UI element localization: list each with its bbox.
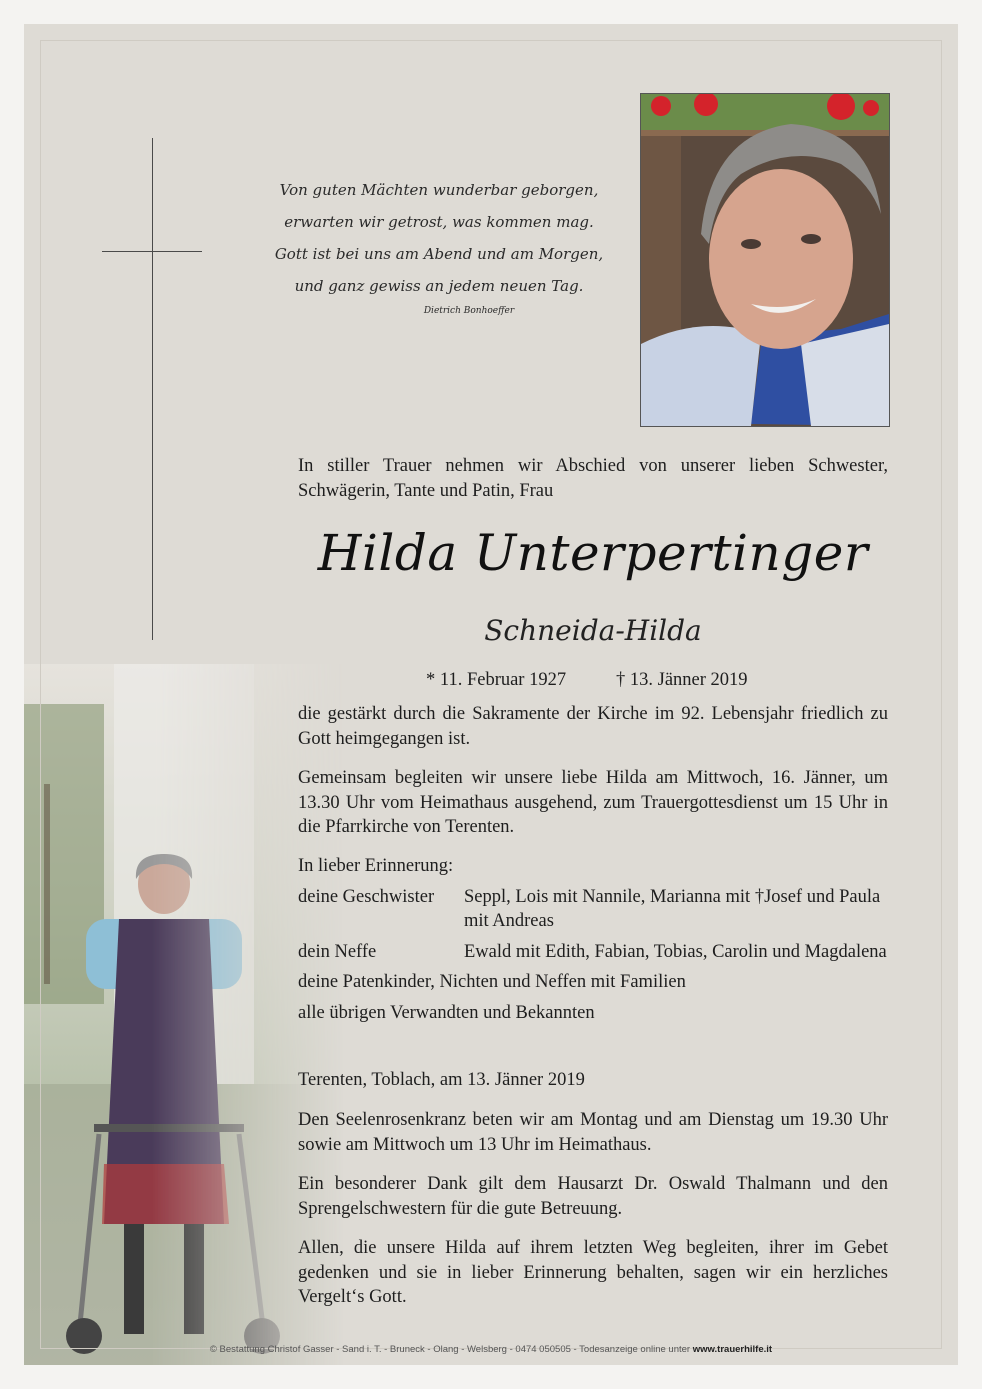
other-relatives: deine Patenkinder, Nichten und Neffen mit Familien [298, 972, 686, 992]
paragraph-5: Allen, die unsere Hilda auf ihrem letzten Weg begleiten, ihrer im Gebet gedenken und sie in lieber Erinnerung behalten, sagen wir ein herzliches Vergelt‘s Gott. [298, 1238, 888, 1307]
cross-vertical [152, 138, 153, 640]
remembrance-section [298, 854, 888, 1025]
paragraph-3: Den Seelenrosenkranz beten wir am Montag und am Dienstag um 19.30 Uhr sowie am Mittwoch um 13 Uhr im Heimathaus. [298, 1110, 888, 1155]
paragraph-1: die gestärkt durch die Sakramente der Kirche im 92. Lebensjahr friedlich zu Gott heimgegangen ist. [298, 704, 888, 749]
footer [24, 1344, 958, 1355]
relative-row [298, 885, 888, 934]
relative-names: Ewald mit Edith, Fabian, Tobias, Carolin und Magdalena [464, 941, 887, 962]
poem-line: Von guten Mächten wunderbar geborgen, [279, 181, 599, 199]
death-date: † 13. Jänner 2019 [616, 670, 748, 690]
place-date: Terenten, Toblach, am 13. Jänner 2019 [298, 1070, 585, 1090]
footer-link[interactable]: www.trauerhilfe.it [692, 1344, 773, 1355]
poem [244, 174, 634, 320]
other-relatives: alle übrigen Verwandten und Bekannten [298, 1002, 595, 1023]
intro-text: In stiller Trauer nehmen wir Abschied von unserer lieben Schwester, Schwägerin, Tante und Patin, Frau [298, 456, 888, 501]
poem-line: Gott ist bei uns am Abend und am Morgen, [274, 245, 604, 263]
relative-row [298, 940, 888, 965]
remembrance-heading: In lieber Erinnerung: [298, 856, 454, 876]
paragraph-4: Ein besonderer Dank gilt dem Hausarzt Dr. Oswald Thalmann und den Sprengelschwestern für die gute Betreuung. [298, 1174, 888, 1219]
birth-date: * 11. Februar 1927 [426, 670, 567, 690]
obituary-page [24, 24, 958, 1365]
footer-text: © Bestattung Christof Gasser - Sand i. T. - Bruneck - Olang - Welsberg - 0474 050505 - Todesanzeige online unter [209, 1344, 691, 1355]
deceased-nickname: Schneida-Hilda [484, 614, 702, 647]
poem-line: und ganz gewiss an jedem neuen Tag. [294, 277, 584, 295]
cross-horizontal [102, 251, 202, 252]
relative-label: deine Geschwister [298, 886, 435, 907]
relative-label: dein Neffe [298, 941, 377, 962]
poem-author: Dietrich Bonhoeffer [423, 306, 515, 316]
relative-names: Seppl, Lois mit Nannile, Marianna mit †Josef und Paula mit Andreas [464, 886, 881, 931]
poem-line: erwarten wir getrost, was kommen mag. [284, 213, 594, 231]
portrait-photo [640, 93, 890, 427]
paragraph-2: Gemeinsam begleiten wir unsere liebe Hilda am Mittwoch, 16. Jänner, um 13.30 Uhr vom Heimathaus ausgehend, zum Trauergottesdienst um 15 Uhr in die Pfarrkirche von Terenten. [298, 768, 888, 837]
deceased-name: Hilda Unterpertinger [317, 524, 869, 582]
